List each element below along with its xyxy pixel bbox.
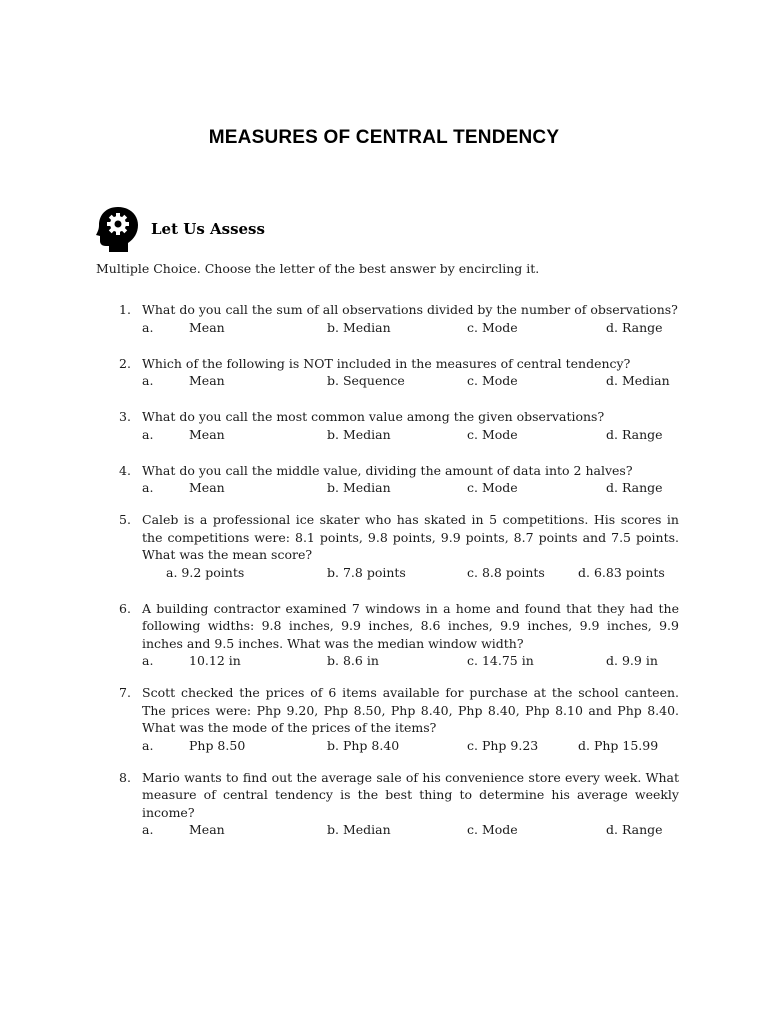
choice-c[interactable]: c. Mode (467, 373, 518, 388)
question-2 (119, 355, 679, 391)
choice-a[interactable]: a. Mean (142, 319, 225, 335)
question-number: 1. (119, 302, 131, 317)
choice-a[interactable]: a. 9.2 points (166, 564, 245, 580)
choice-d[interactable]: d. Range (606, 426, 663, 442)
choice-b[interactable]: b. Median (327, 426, 391, 442)
question-text: A building contractor examined 7 windows in a home and found that they had the following widths: 9.8 inches, 9.9 inches, 8.6 inches, 9.9 inches, 9.9 inches, 9.9 inches and 9.5 inches. What was the median window width? (142, 600, 679, 651)
choice-row (142, 426, 679, 444)
question-7 (119, 684, 679, 755)
question-text: Which of the following is NOT included in the measures of central tendency? (142, 355, 631, 371)
page-title: MEASURES OF CENTRAL TENDENCY (208, 127, 560, 148)
choice-d[interactable]: d. 9.9 in (606, 653, 658, 668)
choice-c[interactable]: c. Mode (467, 480, 518, 495)
question-text: What do you call the middle value, dividing the amount of data into 2 halves? (142, 462, 633, 478)
choice-row (142, 479, 679, 497)
choice-row (142, 737, 679, 755)
question-number: 3. (119, 409, 131, 424)
question-number: 6. (119, 600, 131, 616)
choice-a[interactable]: a. 10.12 in (142, 653, 241, 668)
choice-d[interactable]: d. Range (606, 319, 663, 335)
question-number: 8. (119, 769, 131, 785)
instructions: Multiple Choice. Choose the letter of the best answer by encircling it. (96, 261, 540, 276)
question-8 (119, 769, 679, 840)
question-text: Mario wants to find out the average sale of his convenience store every week. What measure of central tendency is the best thing to determine his average weekly income? (142, 769, 679, 820)
question-text: What do you call the sum of all observations divided by the number of observations? (142, 302, 678, 317)
choice-c[interactable]: c. Php 9.23 (467, 737, 539, 753)
choice-a[interactable]: a. Mean (142, 480, 225, 495)
choice-d[interactable]: d. 6.83 points (578, 564, 665, 580)
choice-c[interactable]: c. 8.8 points (467, 564, 545, 580)
section-title: Let Us Assess (151, 220, 265, 238)
choice-d[interactable]: d. Range (606, 480, 663, 495)
choice-a[interactable]: a. Mean (142, 373, 225, 388)
choice-c[interactable]: c. Mode (467, 319, 518, 335)
choice-b[interactable]: b. Median (327, 480, 391, 495)
question-1 (119, 301, 679, 337)
choice-b[interactable]: b. Php 8.40 (327, 737, 400, 753)
question-number: 7. (119, 685, 131, 700)
choice-b[interactable]: b. Median (327, 822, 391, 837)
choice-row (142, 319, 679, 337)
question-5 (119, 511, 679, 582)
choice-row (142, 652, 679, 670)
choice-a[interactable]: a. Mean (142, 822, 225, 837)
question-4 (119, 462, 679, 498)
choice-d[interactable]: d. Median (606, 373, 670, 388)
choice-d[interactable]: d. Php 15.99 (578, 737, 659, 753)
choice-c[interactable]: c. Mode (467, 822, 518, 837)
choice-c[interactable]: c. 14.75 in (467, 653, 534, 668)
choice-b[interactable]: b. 7.8 points (327, 564, 406, 580)
question-text: Scott checked the prices of 6 items available for purchase at the school canteen. The prices were: Php 9.20, Php 8.50, Php 8.40, Php 8.40, Php 8.10 and Php 8.40. What was the mode of the prices of the items? (142, 685, 679, 735)
choice-b[interactable]: b. Sequence (327, 373, 405, 388)
choice-a[interactable]: a. Mean (142, 426, 225, 442)
choice-a[interactable]: a. Php 8.50 (142, 737, 246, 753)
choice-b[interactable]: b. 8.6 in (327, 653, 379, 668)
question-text: Caleb is a professional ice skater who has skated in 5 competitions. His scores in the competitions were: 8.1 points, 9.8 points, 9.9 points, 8.7 points and 7.5 points. What was the mean score? (142, 512, 679, 562)
question-3 (119, 408, 679, 444)
question-text: What do you call the most common value among the given observations? (142, 409, 605, 424)
section-header (96, 204, 265, 254)
question-number: 4. (119, 462, 131, 478)
choice-row (142, 564, 679, 582)
choice-c[interactable]: c. Mode (467, 426, 518, 442)
choice-row (142, 821, 679, 839)
question-number: 2. (119, 355, 131, 371)
choice-row (142, 372, 679, 390)
head-gear-icon (96, 205, 140, 253)
question-6 (119, 600, 679, 671)
choice-d[interactable]: d. Range (606, 822, 663, 837)
question-list (119, 301, 679, 839)
question-number: 5. (119, 512, 131, 527)
choice-b[interactable]: b. Median (327, 319, 391, 335)
